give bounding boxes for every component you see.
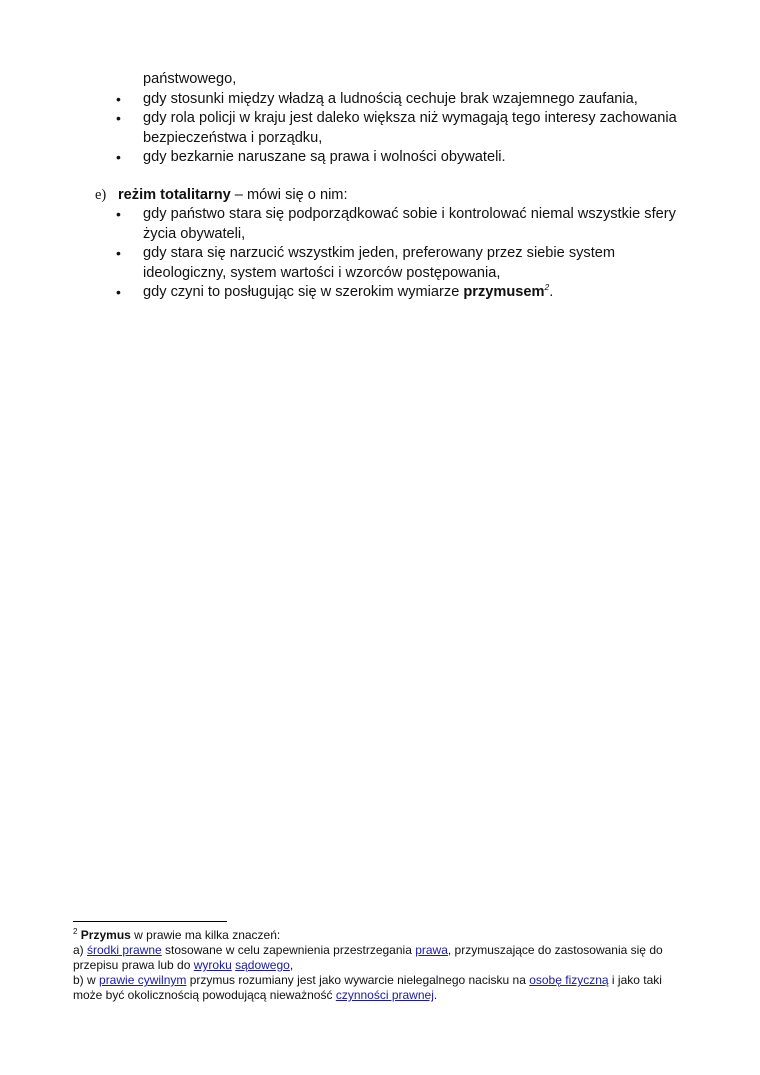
bullet-icon: • <box>116 206 121 222</box>
bold-term: przymusem <box>463 284 545 300</box>
list-item-text: gdy stara się narzucić wszystkim jeden, preferowany przez siebie system ideologiczny, system wartości i wzorców postępowania, <box>143 245 616 281</box>
main-text <box>72 70 692 303</box>
list-item <box>72 244 692 283</box>
list-item-text: gdy bezkarnie naruszane są prawa i wolności obywateli. <box>143 149 506 165</box>
section-marker: e) <box>95 186 107 203</box>
footnote-text: i jako taki może być okolicznością powodującą nieważność <box>73 973 662 1002</box>
list-item <box>72 205 692 244</box>
footnote-separator <box>73 921 227 922</box>
list-item <box>72 90 692 110</box>
footnote-intro: w prawie ma kilka znaczeń: <box>130 928 281 942</box>
footnote-text: , <box>289 958 294 972</box>
bullet-list-e <box>72 205 692 303</box>
bullet-icon: • <box>116 110 121 126</box>
footnote-heading <box>73 928 693 943</box>
list-item-end: . <box>549 284 554 300</box>
section-intro: – mówi się o nim: <box>230 186 348 203</box>
footnote-text: przymus rozumiany jest jako wywarcie nielegalnego nacisku na <box>186 973 530 987</box>
list-item <box>72 148 692 168</box>
footnote-line-a <box>73 943 693 973</box>
link-prawa[interactable]: prawa <box>415 943 448 957</box>
footnote <box>73 928 693 1003</box>
footnote-text: a) <box>73 943 88 957</box>
footnote-text: stosowane w celu zapewnienia przestrzegania <box>161 943 416 957</box>
link-sadowego[interactable]: sądowego <box>235 958 290 972</box>
section-heading <box>72 186 692 206</box>
link-osobe-fizyczna[interactable]: osobę fizyczną <box>529 973 609 987</box>
footnote-number: 2 <box>73 927 78 936</box>
bullet-icon: • <box>116 245 121 261</box>
section-e <box>72 186 692 303</box>
footnote-text: . <box>433 988 438 1002</box>
list-item-text: gdy czyni to posługując się w szerokim wymiarze <box>143 284 464 300</box>
link-czynnosci-prawnej[interactable]: czynności prawnej <box>335 988 434 1002</box>
list-item-text: gdy stosunki między władzą a ludnością cechuje brak wzajemnego zaufania, <box>143 90 638 107</box>
link-prawie-cywilnym[interactable]: prawie cywilnym <box>99 973 187 987</box>
bullet-icon: • <box>116 149 121 165</box>
link-wyroku[interactable]: wyroku <box>193 958 232 972</box>
bullet-list-d <box>72 90 692 168</box>
list-item <box>72 109 692 148</box>
bullet-icon: • <box>116 90 121 107</box>
continuation-line: państwowego, <box>143 71 237 87</box>
footnote-reference[interactable]: 2 <box>544 282 550 293</box>
link-srodki-prawne[interactable]: środki prawne <box>87 943 162 957</box>
section-term: reżim totalitarny <box>118 186 231 203</box>
footnote-term: Przymus <box>80 928 131 942</box>
list-item-text: gdy rola policji w kraju jest daleko większa niż wymagają tego interesy zachowania bezpieczeństwa i porządku, <box>143 110 677 146</box>
list-item <box>72 283 692 303</box>
list-item-text: gdy państwo stara się podporządkować sobie i kontrolować niemal wszystkie sfery życia obywateli, <box>143 206 676 242</box>
footnote-text: b) w <box>73 973 100 987</box>
footnote-line-b <box>73 973 693 1003</box>
bullet-icon: • <box>116 284 121 300</box>
footnote-text: , przymuszające do zastosowania się do przepisu prawa lub do <box>73 943 663 972</box>
